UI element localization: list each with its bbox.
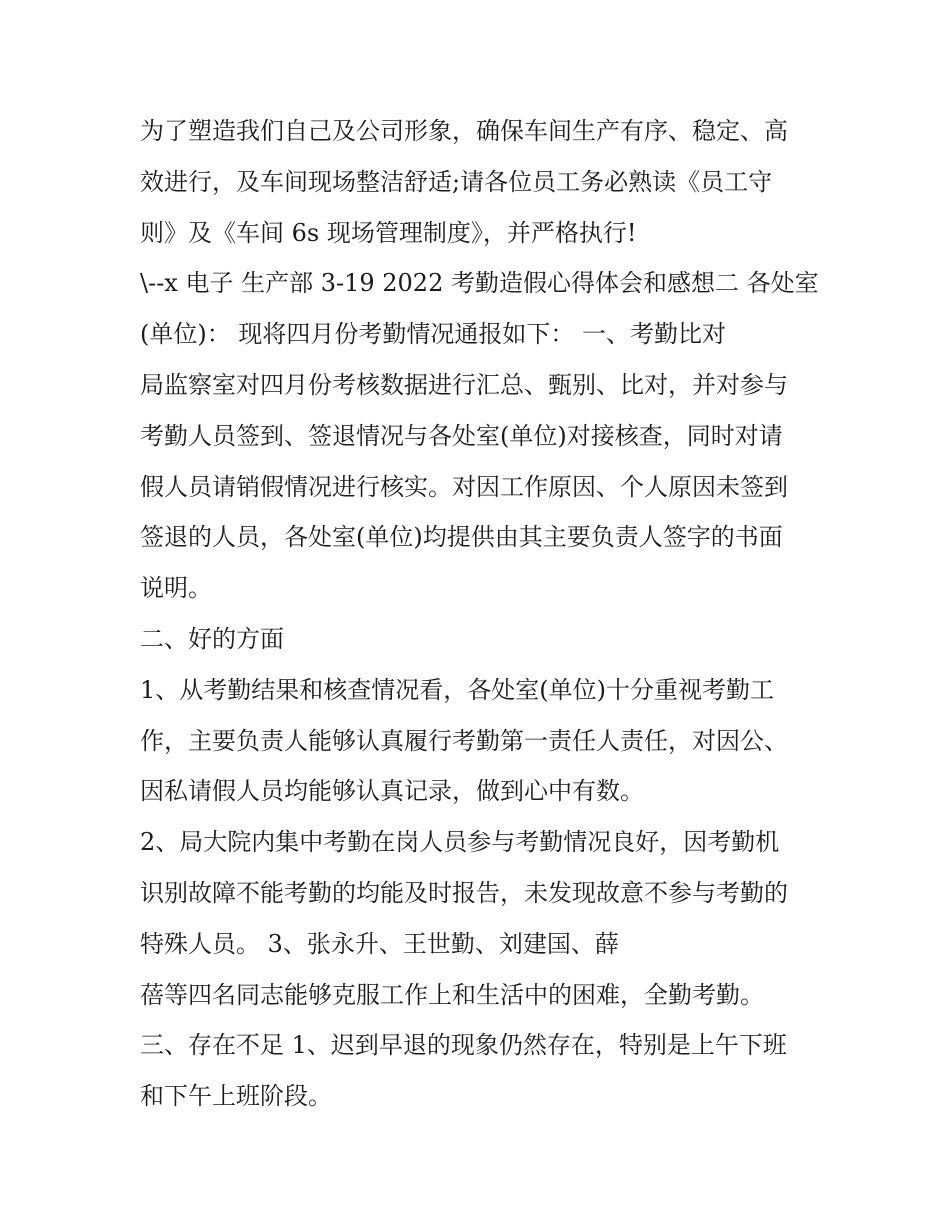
text-line: 说明。 xyxy=(140,574,212,603)
text-line: 特殊人员。 3、张永升、王世勤、刘建国、薛 xyxy=(140,929,619,958)
text-line: 签退的人员，各处室(单位)均提供由其主要负责人签字的书面 xyxy=(140,523,783,552)
text-line: 考勤人员签到、签退情况与各处室(单位)对接核查，同时对请 xyxy=(140,421,783,450)
text-line: 1、从考勤结果和核查情况看，各处室(单位)十分重视考勤工 xyxy=(140,675,774,704)
section-heading: 二、好的方面 xyxy=(140,624,284,653)
text-line: 识别故障不能考勤的均能及时报告，未发现故意不参与考勤的 xyxy=(140,878,788,907)
text-line: 效进行，及车间现场整洁舒适;请各位员工务必熟读《员工守 xyxy=(140,167,773,196)
text-line: 因私请假人员均能够认真记录，做到心中有数。 xyxy=(140,777,644,806)
text-line: 为了塑造我们自己及公司形象，确保车间生产有序、稳定、高 xyxy=(140,117,788,145)
text-line: 作，主要负责人能够认真履行考勤第一责任人责任，对因公、 xyxy=(140,726,788,755)
text-line: 三、存在不足 1、迟到早退的现象仍然存在，特别是上午下班 xyxy=(140,1031,787,1060)
text-line: \--x 电子 生产部 3-19 2022 考勤造假心得体会和感想二 各处室 xyxy=(140,269,819,298)
text-line: (单位)： 现将四月份考勤情况通报如下： 一、考勤比对 xyxy=(140,320,726,349)
text-line: 2、局大院内集中考勤在岗人员参与考勤情况良好，因考勤机 xyxy=(140,828,780,857)
text-line: 假人员请销假情况进行核实。对因工作原因、个人原因未签到 xyxy=(140,472,788,501)
text-line: 和下午上班阶段。 xyxy=(140,1082,332,1111)
document-body xyxy=(140,106,830,1122)
text-line: 局监察室对四月份考核数据进行汇总、甄别、比对，并对参与 xyxy=(140,370,788,399)
text-line: 则》及《车间 6s 现场管理制度》，并严格执行! xyxy=(140,218,637,247)
text-line: 蓓等四名同志能够克服工作上和生活中的困难，全勤考勤。 xyxy=(140,980,764,1009)
